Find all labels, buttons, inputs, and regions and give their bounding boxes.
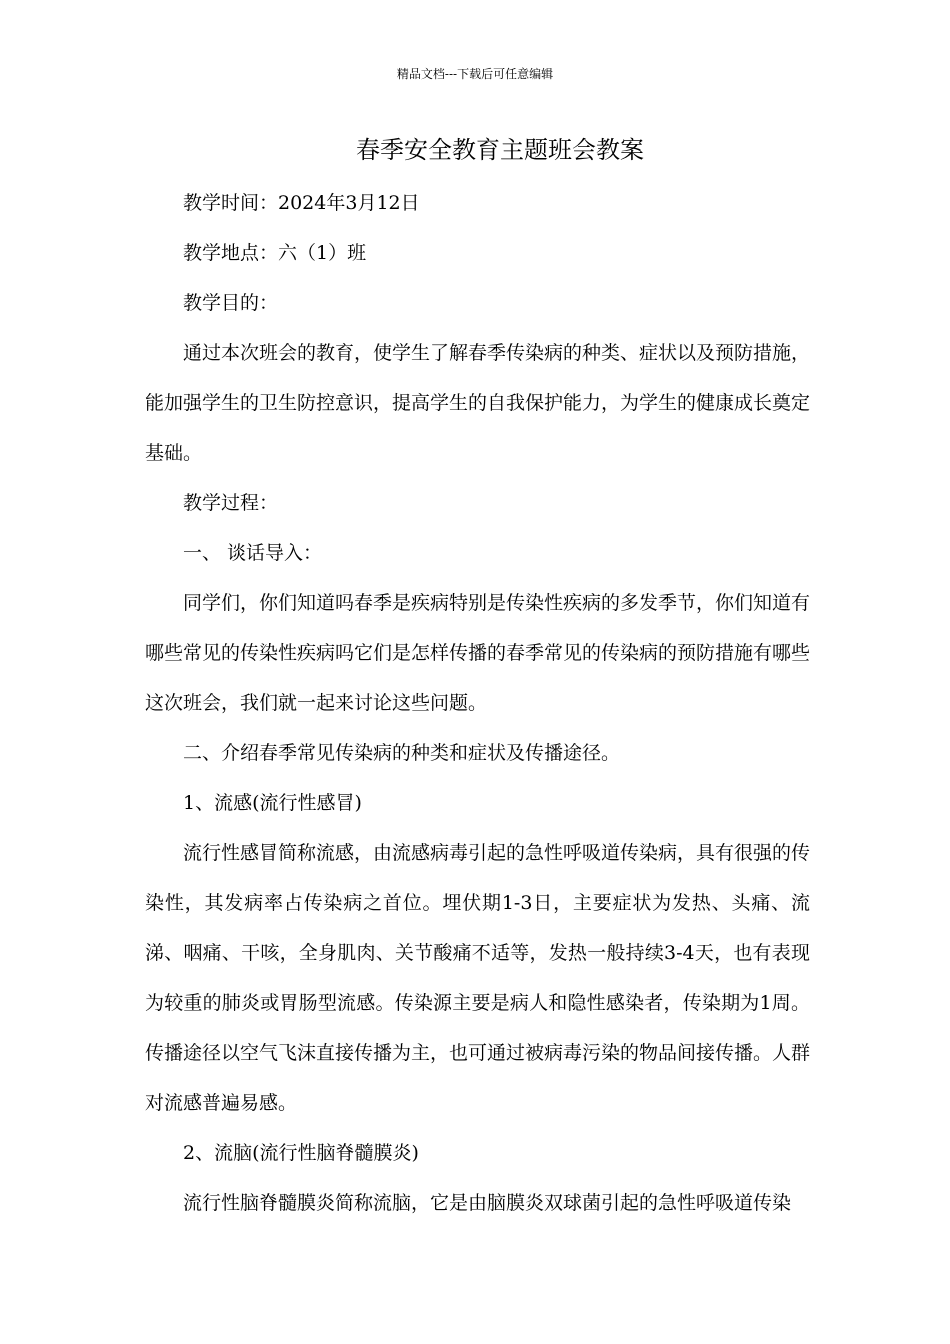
teaching-process-heading: 教学过程： — [183, 492, 279, 514]
subheading-meningitis: 2、流脑(流行性脑脊髓膜炎) — [183, 1142, 419, 1164]
subheading-influenza: 1、流感(流行性感冒) — [183, 792, 362, 814]
document-body — [145, 178, 810, 1228]
intro-text: 同学们，你们知道吗春季是疾病特别是传染性疾病的多发季节，你们知道有哪些常见的传染性疾病吗它们是怎样传播的春季常见的传染病的预防措施有哪些这次班会，我们就一起来讨论这些问题。 — [145, 592, 811, 714]
teaching-objective-text: 通过本次班会的教育，使学生了解春季传染病的种类、症状以及预防措施，能加强学生的卫生防控意识，提高学生的自我保护能力，为学生的健康成长奠定基础。 — [145, 342, 811, 464]
page-header-note: 精品文档---下载后可任意编辑 — [396, 67, 554, 81]
influenza-text: 流行性感冒简称流感，由流感病毒引起的急性呼吸道传染病，具有很强的传染性，其发病率占传染病之首位。埋伏期1-3日，主要症状为发热、头痛、流涕、咽痛、干咳，全身肌肉、关节酸痛不适等，发热一般持续3-4天，也有表现为较重的肺炎或胃肠型流感。传染源主要是病人和隐性感染者，传染期为1周。传播途径以空气飞沫直接传播为主，也可通过被病毒污染的物品间接传播。人群对流感普遍易感。 — [145, 842, 811, 1114]
document-title: 春季安全教育主题班会教案 — [356, 136, 644, 164]
teaching-time: 教学时间：2024年3月12日 — [183, 192, 420, 214]
section-heading-intro: 一、 谈话导入： — [183, 542, 323, 564]
teaching-objective-heading: 教学目的： — [183, 292, 279, 314]
teaching-location: 教学地点：六（1）班 — [183, 242, 367, 264]
section-heading-diseases: 二、介绍春季常见传染病的种类和症状及传播途径。 — [183, 742, 621, 764]
meningitis-text: 流行性脑脊髓膜炎简称流脑，它是由脑膜炎双球菌引起的急性呼吸道传染 — [183, 1192, 792, 1214]
